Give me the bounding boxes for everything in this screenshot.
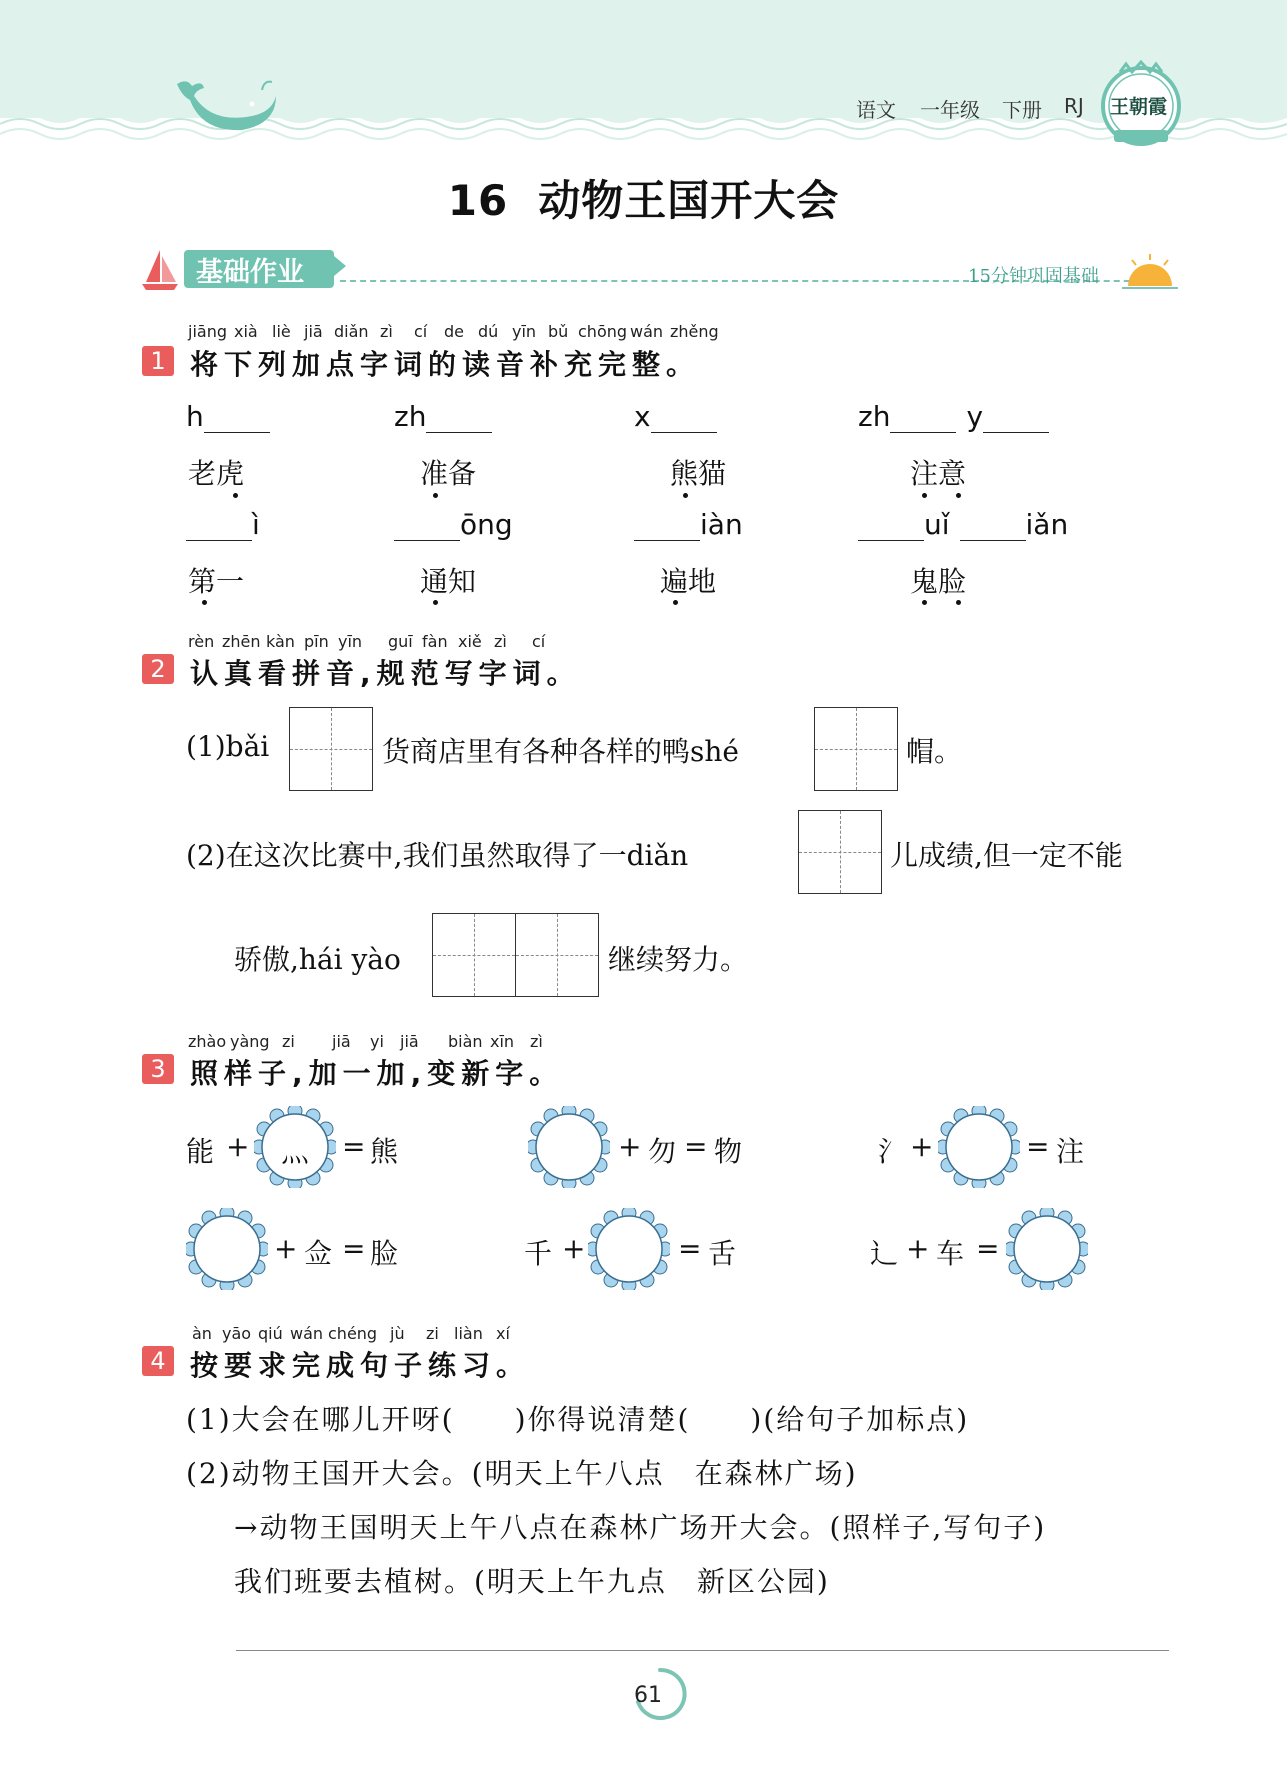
question-3-text: 照样子,加一加,变新字。 [190, 1057, 564, 1090]
question-1-pinyin [188, 322, 748, 344]
pinyin-syllable: cí [532, 632, 546, 651]
q4-line-4: 我们班要去植树。(明天上午九点 新区公园) [234, 1565, 830, 1598]
q3-r1-c3-op: + [910, 1130, 934, 1163]
q1-item-6-pinyin: ōng [394, 508, 513, 541]
pinyin-syllable: zi [282, 1032, 295, 1051]
q1-word-6: 通知 [420, 565, 477, 598]
pinyin-syllable: fàn [422, 632, 448, 651]
pinyin-syllable: zhěng [670, 322, 719, 341]
flower-answer-box[interactable] [1006, 1208, 1088, 1290]
pinyin-syllable: liè [272, 322, 291, 341]
q2-s3-end: 继续努力。 [608, 943, 749, 976]
pinyin-syllable: àn [192, 1324, 212, 1343]
q2-s3-prefix: 骄傲,hái yào [234, 943, 401, 976]
q1-item-5-pinyin: ì [186, 508, 260, 541]
pinyin-syllable: wán [630, 322, 664, 341]
pinyin-syllable: xià [234, 322, 258, 341]
question-2-number: 2 [142, 654, 174, 684]
volume-label: 下册 [1002, 98, 1042, 122]
pinyin-syllable: rèn [188, 632, 215, 651]
pinyin-syllable: cí [414, 322, 428, 341]
answer-blank[interactable] [858, 514, 924, 541]
pinyin-syllable: xīn [490, 1032, 515, 1051]
pinyin-syllable: jù [390, 1324, 405, 1343]
answer-blank[interactable] [634, 514, 700, 541]
q3-r2-c2-op: + [562, 1232, 586, 1265]
pinyin-syllable: qiú [258, 1324, 283, 1343]
flower-answer-box[interactable] [938, 1106, 1020, 1188]
brand-logo [1100, 60, 1182, 148]
answer-blank[interactable] [204, 406, 270, 433]
q1-item-2-pinyin: zh [394, 400, 492, 433]
section-label: 基础作业 [196, 257, 304, 288]
q3-r1-c2-eq: = [684, 1130, 708, 1163]
flower-answer-box[interactable] [528, 1106, 610, 1188]
q1-item-4-pinyin: zh y [858, 400, 1049, 433]
grade-label: 一年级 [920, 98, 980, 122]
q3-r2-c3-op: + [906, 1232, 930, 1265]
emphasis-dot [233, 493, 238, 498]
q3-r1-c3-r: 注 [1056, 1135, 1085, 1168]
pinyin-syllable: diǎn [334, 322, 369, 341]
q3-r1-c1-r: 熊 [370, 1135, 399, 1168]
pinyin-syllable: jiā [304, 322, 323, 341]
question-1-text: 将下列加点字词的读音补充完整。 [190, 348, 701, 381]
pinyin-syllable: de [444, 322, 464, 341]
q1-word-1: 老虎 [188, 457, 245, 490]
pinyin-syllable: guī [388, 632, 413, 651]
subject-label: 语文 [856, 98, 896, 122]
pinyin-syllable: xiě [458, 632, 482, 651]
pinyin-syllable: zi [426, 1324, 439, 1343]
q3-r2-c2-eq: = [678, 1232, 702, 1265]
flower-answer-box[interactable] [588, 1208, 670, 1290]
pinyin-syllable: kàn [266, 632, 295, 651]
lesson-title [0, 168, 1287, 228]
q2-s1-end: 帽。 [906, 735, 963, 768]
q3-r2-c3-b: 车 [936, 1237, 965, 1270]
q4-line-2: (2)动物王国开大会。(明天上午八点 在森林广场) [186, 1457, 858, 1490]
q2-s2-prefix: (2)在这次比赛中,我们虽然取得了一diǎn [186, 839, 689, 872]
q1-item-8-pinyin: uǐ iǎn [858, 508, 1068, 541]
emphasis-dot [202, 600, 207, 605]
pinyin-syllable: zhào [188, 1032, 227, 1051]
pinyin-syllable: wán [290, 1324, 324, 1343]
question-2-text: 认真看拼音,规范写字词。 [190, 657, 581, 690]
pinyin-syllable: yīn [338, 632, 363, 651]
flower-answer-box[interactable] [186, 1208, 268, 1290]
lesson-number: 16 [447, 176, 509, 225]
pinyin-syllable: jiā [332, 1032, 351, 1051]
pinyin-syllable: zì [530, 1032, 543, 1051]
page-number: 61 [634, 1683, 662, 1708]
q3-r2-c1-r: 脸 [370, 1237, 399, 1270]
brand-name: 王朝霞 [1110, 96, 1168, 118]
pinyin-syllable: chéng [328, 1324, 378, 1343]
pinyin-syllable: zhēn [222, 632, 261, 651]
q2-s2-end: 儿成绩,但一定不能 [890, 839, 1123, 872]
pinyin-syllable: chōng [578, 322, 628, 341]
emphasis-dot [922, 493, 927, 498]
answer-blank[interactable] [983, 406, 1049, 433]
tianzige-box[interactable] [289, 707, 373, 791]
emphasis-dot [683, 493, 688, 498]
question-3-pinyin [188, 1032, 588, 1054]
pinyin-syllable: yàng [230, 1032, 270, 1051]
q3-r1-c3-eq: = [1026, 1130, 1050, 1163]
q3-r2-c1-op: + [274, 1232, 298, 1265]
emphasis-dot [673, 600, 678, 605]
pinyin-syllable: zì [494, 632, 507, 651]
question-1-number: 1 [142, 346, 174, 376]
sun-icon [1122, 252, 1178, 292]
q1-word-2: 准备 [420, 457, 477, 490]
answer-blank[interactable] [960, 514, 1026, 541]
pinyin-syllable: xí [496, 1324, 510, 1343]
q1-word-8: 鬼脸 [910, 565, 967, 598]
tianzige-box[interactable] [515, 913, 599, 997]
section-hint: 15分钟巩固基础 [968, 266, 1099, 287]
q3-r1-c1-eq: = [342, 1130, 366, 1163]
q3-r1-c3-a: 氵 [878, 1135, 907, 1168]
q3-r1-c2-op: + [618, 1130, 642, 1163]
pinyin-syllable: liàn [454, 1324, 483, 1343]
q3-r1-c1-op: + [226, 1130, 250, 1163]
q1-word-5: 第一 [188, 565, 245, 598]
q2-s1-middle: 货商店里有各种各样的鸭shé [382, 735, 739, 768]
question-3-number: 3 [142, 1054, 174, 1084]
q3-r2-c3-eq: = [976, 1232, 1000, 1265]
pinyin-syllable: biàn [448, 1032, 483, 1051]
q4-line-3: →动物王国明天上午八点在森林广场开大会。(照样子,写句子) [234, 1511, 1047, 1544]
question-4-pinyin [188, 1324, 588, 1346]
tianzige-box[interactable] [814, 707, 898, 791]
pinyin-syllable: dú [478, 322, 499, 341]
q2-s1-prefix: (1)bǎi [186, 730, 270, 763]
q1-item-3-pinyin: x [634, 400, 717, 433]
answer-blank[interactable] [394, 514, 460, 541]
lesson-name: 动物王国开大会 [538, 176, 840, 225]
question-4-number: 4 [142, 1346, 174, 1376]
edition-label: RJ [1064, 94, 1084, 118]
tianzige-box[interactable] [432, 913, 516, 997]
q3-r1-c2-b: 勿 [648, 1135, 677, 1168]
emphasis-dot [956, 493, 961, 498]
answer-blank[interactable] [651, 406, 717, 433]
pinyin-syllable: jiāng [188, 322, 227, 341]
q1-item-7-pinyin: iàn [634, 508, 743, 541]
pinyin-syllable: yāo [222, 1324, 252, 1343]
pinyin-syllable: zì [380, 322, 393, 341]
q3-r2-c1-b: 佥 [304, 1237, 333, 1270]
whale-icon [172, 76, 282, 136]
answer-blank[interactable] [890, 406, 956, 433]
q3-r2-c1-eq: = [342, 1232, 366, 1265]
tianzige-box[interactable] [798, 810, 882, 894]
pinyin-syllable: yi [370, 1032, 384, 1051]
q3-r2-c3-a: 辶 [870, 1237, 899, 1270]
q3-r1-c2-r: 物 [714, 1135, 743, 1168]
q1-word-7: 遍地 [660, 565, 717, 598]
answer-blank[interactable] [426, 406, 492, 433]
q1-word-4: 注意 [910, 457, 967, 490]
q3-r1-c1-a: 能 [186, 1135, 215, 1168]
pinyin-syllable: jiā [400, 1032, 419, 1051]
q3-r2-c2-a: 千 [524, 1237, 553, 1270]
emphasis-dot [433, 600, 438, 605]
question-2-pinyin [188, 632, 588, 654]
q4-line-1: (1)大会在哪儿开呀( )你得说清楚( )(给句子加标点) [186, 1403, 970, 1436]
answer-blank[interactable] [186, 514, 252, 541]
emphasis-dot [922, 600, 927, 605]
pinyin-syllable: yīn [512, 322, 537, 341]
q3-r2-c2-r: 舌 [708, 1237, 737, 1270]
q3-r1-c1-flower: 灬 [281, 1135, 310, 1168]
emphasis-dot [956, 600, 961, 605]
emphasis-dot [433, 493, 438, 498]
pinyin-syllable: bǔ [548, 322, 569, 341]
q1-word-3: 熊猫 [670, 457, 727, 490]
pinyin-syllable: pīn [304, 632, 329, 651]
footer-divider [236, 1650, 1169, 1651]
question-4-text: 按要求完成句子练习。 [190, 1349, 531, 1382]
q1-item-1-pinyin: h [186, 400, 270, 433]
